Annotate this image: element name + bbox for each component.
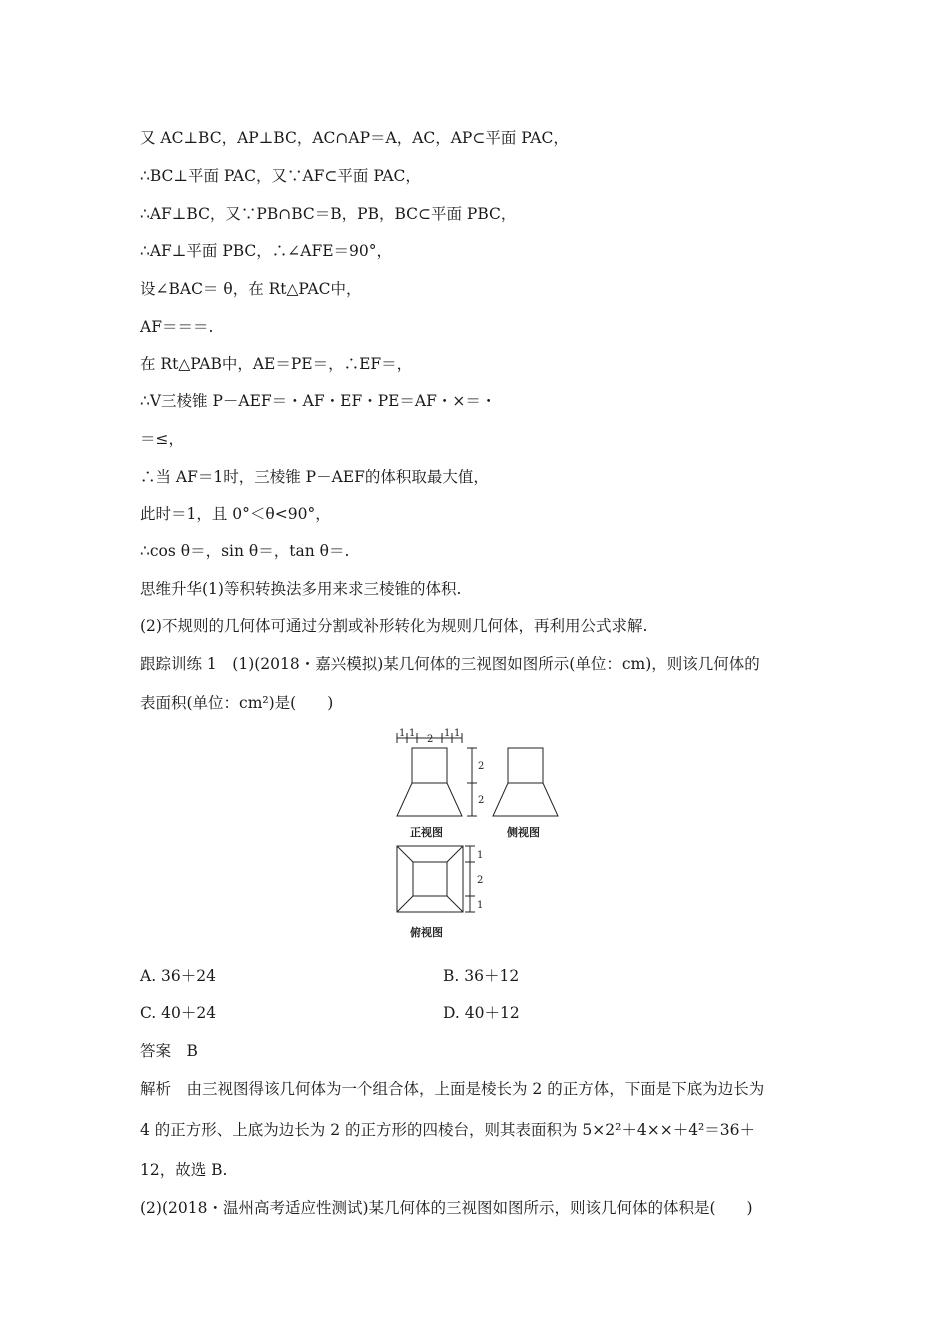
three-view-figure — [390, 728, 570, 947]
front-view-label: 正视图 — [410, 826, 443, 839]
option-c: C. 40＋24 — [140, 1004, 217, 1022]
text-line: ∴AF⊥BC，又∵PB∩BC＝B，PB，BC⊂平面 PBC， — [140, 205, 517, 223]
dim-label: 1 — [444, 728, 451, 739]
side-view-frustum — [493, 783, 558, 816]
next-question-line: (2)(2018・温州高考适应性测试)某几何体的三视图如图所示，则该几何体的体积是( ) — [140, 1199, 753, 1217]
text-line: ∴V三棱锥 P－AEF＝・AF・EF・PE＝AF・×＝・ — [140, 392, 497, 410]
front-view-cube — [412, 748, 447, 783]
top-view-label: 俯视图 — [410, 926, 443, 939]
text-line: ∴cos θ＝，sin θ＝，tan θ＝. — [140, 542, 350, 560]
three-view-drawing — [390, 728, 570, 943]
answer-line: 答案 B — [140, 1042, 198, 1060]
text-line: ＝≤， — [140, 430, 184, 448]
option-a: A. 36＋24 — [140, 967, 216, 985]
analysis-line: 解析 由三视图得该几何体为一个组合体，上面是棱长为 2 的正方体，下面是下底为边长为 — [140, 1080, 765, 1098]
text-line: 又 AC⊥BC，AP⊥BC，AC∩AP＝A，AC，AP⊂平面 PAC， — [140, 129, 569, 147]
text-line: 思维升华(1)等积转换法多用来求三棱锥的体积. — [140, 580, 462, 598]
analysis-line: 12，故选 B. — [140, 1161, 228, 1179]
text-line: (2)不规则的几何体可通过分割或补形转化为规则几何体，再利用公式求解. — [140, 617, 648, 635]
dim-label: 2 — [478, 761, 485, 772]
dim-label: 2 — [478, 795, 485, 806]
text-line: 跟踪训练 1 (1)(2018・嘉兴模拟)某几何体的三视图如图所示(单位：cm)，则该几何体的 — [140, 655, 760, 673]
side-view-label: 侧视图 — [507, 826, 540, 839]
dim-label: 1 — [399, 728, 406, 739]
option-d: D. 40＋12 — [443, 1004, 520, 1022]
text-line: 此时＝1，且 0°＜θ<90°， — [140, 505, 331, 523]
text-line: ∴BC⊥平面 PAC，又∵AF⊂平面 PAC， — [140, 167, 421, 185]
dim-label: 1 — [409, 728, 416, 739]
analysis-line: 4 的正方形、上底为边长为 2 的正方形的四棱台，则其表面积为 5×2²＋4××＋4²＝36＋ — [140, 1121, 755, 1139]
plan-inner-square — [413, 862, 447, 896]
text-line: AF＝＝＝. — [140, 318, 214, 336]
text-line: 设∠BAC＝ θ，在 Rt△PAC中， — [140, 280, 362, 298]
option-b: B. 36＋12 — [443, 967, 520, 985]
dim-label: 1 — [454, 728, 461, 739]
text-line: 在 Rt△PAB中，AE＝PE＝，∴EF＝， — [140, 355, 413, 373]
dim-label: 2 — [477, 875, 484, 886]
text-line: ∴AF⊥平面 PBC，∴∠AFE＝90°， — [140, 242, 393, 260]
front-view-frustum — [397, 783, 462, 816]
dim-label: 1 — [477, 850, 484, 861]
dim-label: 2 — [427, 734, 434, 745]
text-line: 表面积(单位：cm²)是( ) — [140, 694, 334, 712]
dim-label: 1 — [477, 900, 484, 911]
side-view-cube — [508, 748, 543, 783]
text-line: ∴当 AF＝1时，三棱锥 P－AEF的体积取最大值， — [140, 468, 489, 486]
